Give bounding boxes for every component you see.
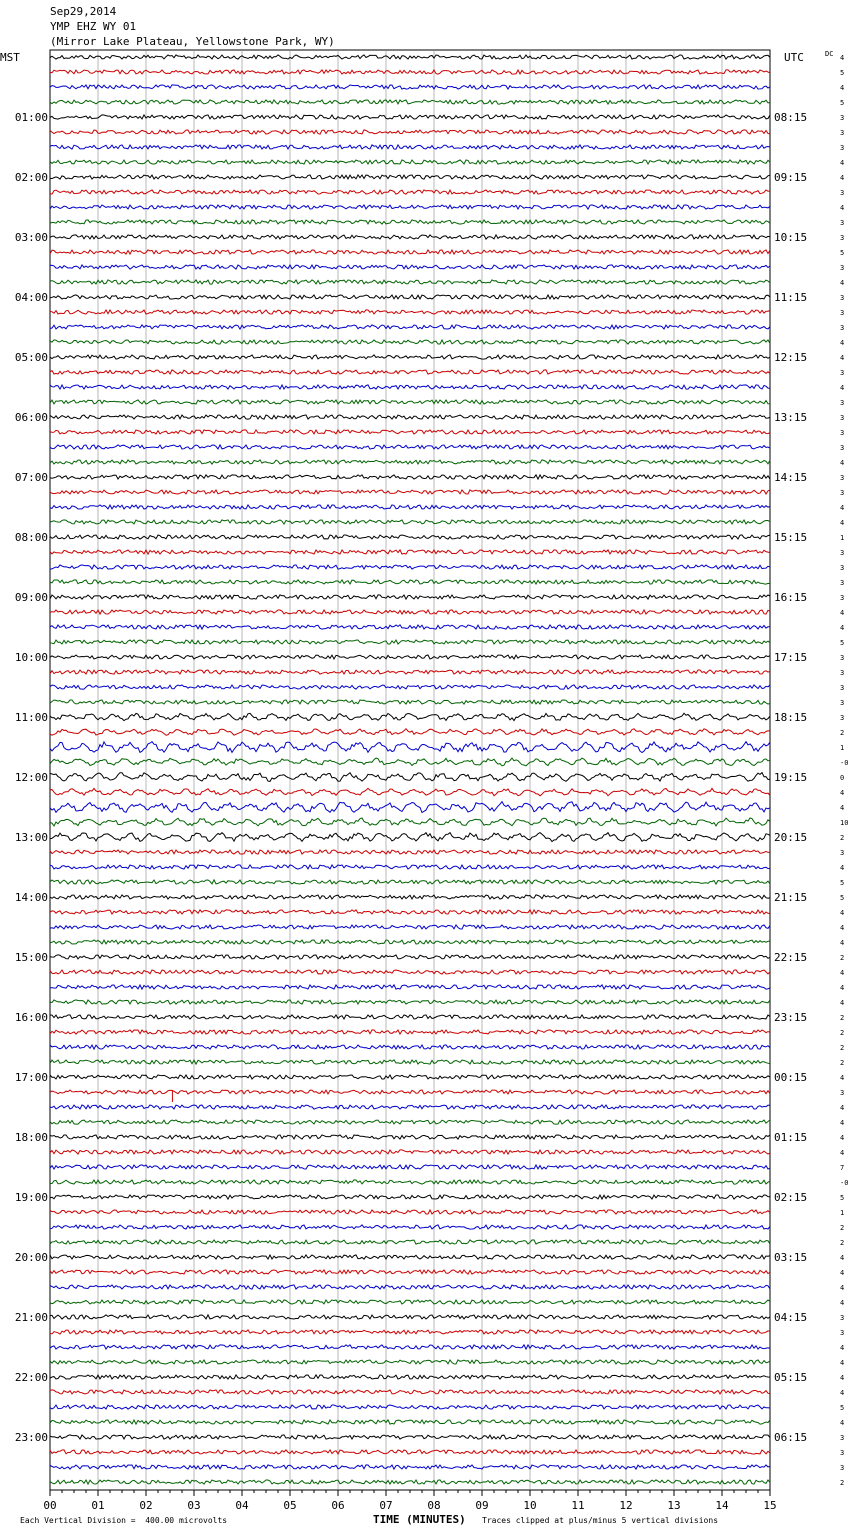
dc-offset-value: 3 <box>840 489 845 497</box>
trace-row <box>50 190 770 194</box>
right-hour-label: 23:15 <box>774 1011 808 1024</box>
dc-offset-value: 4 <box>840 1119 845 1127</box>
dc-offset-value: 4 <box>840 864 845 872</box>
trace-row <box>50 1240 770 1244</box>
trace-row <box>50 520 770 524</box>
dc-offset-value: -0 <box>840 1179 849 1187</box>
dc-offset-value: 3 <box>840 414 845 422</box>
dc-offset-value: 2 <box>840 1059 845 1067</box>
x-tick-label: 04 <box>235 1499 249 1512</box>
dc-offset-value: 4 <box>840 1254 845 1262</box>
trace-row <box>50 1090 770 1094</box>
right-hour-label: 15:15 <box>774 531 808 544</box>
right-hour-label: 11:15 <box>774 291 808 304</box>
trace-row <box>50 1000 770 1004</box>
trace-row <box>50 340 770 344</box>
left-hour-label: 02:00 <box>14 171 48 184</box>
trace-row <box>50 985 770 989</box>
dc-offset-value: 3 <box>840 654 845 662</box>
dc-offset-value: 3 <box>840 144 845 152</box>
right-timezone-label: UTC <box>784 51 804 64</box>
dc-offset-value: 4 <box>840 1269 845 1277</box>
trace-row <box>50 415 770 419</box>
trace-row <box>50 235 770 239</box>
left-hour-label: 15:00 <box>14 951 48 964</box>
left-hour-label: 01:00 <box>14 111 48 124</box>
trace-row <box>50 1420 770 1424</box>
trace-row <box>50 265 770 269</box>
trace-row <box>50 713 770 720</box>
trace-row <box>50 1015 770 1019</box>
dc-offset-value: 4 <box>840 504 845 512</box>
trace-row <box>50 160 770 164</box>
trace-row <box>50 550 770 554</box>
trace-row <box>50 175 770 179</box>
trace-row <box>50 205 770 209</box>
dc-offset-value: 3 <box>840 444 845 452</box>
trace-row <box>50 1075 770 1079</box>
right-hour-label: 03:15 <box>774 1251 808 1264</box>
left-hour-label: 11:00 <box>14 711 48 724</box>
dc-offset-value: 3 <box>840 219 845 227</box>
dc-offset-value: 2 <box>840 1479 845 1487</box>
right-hour-label: 20:15 <box>774 831 808 844</box>
left-hour-label: 23:00 <box>14 1431 48 1444</box>
trace-row <box>50 250 770 254</box>
trace-row <box>50 1270 770 1274</box>
dc-offset-value: 3 <box>840 189 845 197</box>
trace-row <box>50 700 770 704</box>
trace-row <box>50 55 770 59</box>
dc-offset-value: 4 <box>840 939 845 947</box>
dc-offset-value: 4 <box>840 1299 845 1307</box>
dc-offset-value: 4 <box>840 519 845 527</box>
scale-note: Each Vertical Division = 400.00 microvolts <box>20 1516 228 1525</box>
trace-row <box>50 430 770 434</box>
x-tick-label: 02 <box>139 1499 153 1512</box>
x-tick-label: 01 <box>91 1499 105 1512</box>
dc-offset-value: 5 <box>840 1194 845 1202</box>
right-hour-label: 05:15 <box>774 1371 808 1384</box>
trace-row <box>50 400 770 404</box>
left-hour-label: 18:00 <box>14 1131 48 1144</box>
left-hour-label: 09:00 <box>14 591 48 604</box>
trace-row <box>50 865 770 869</box>
left-hour-label: 08:00 <box>14 531 48 544</box>
left-hour-label: 17:00 <box>14 1071 48 1084</box>
trace-row <box>50 1300 770 1304</box>
dc-offset-value: 3 <box>840 129 845 137</box>
right-hour-label: 21:15 <box>774 891 808 904</box>
x-tick-label: 08 <box>427 1499 441 1512</box>
dc-offset-value: 3 <box>840 579 845 587</box>
dc-offset-value: 3 <box>840 564 845 572</box>
dc-offset-value: 4 <box>840 1389 845 1397</box>
trace-row <box>50 610 770 614</box>
left-hour-label: 21:00 <box>14 1311 48 1324</box>
right-hour-label: 16:15 <box>774 591 808 604</box>
dc-offset-value: 2 <box>840 1224 845 1232</box>
trace-row <box>50 220 770 224</box>
dc-offset-value: 2 <box>840 1239 845 1247</box>
dc-offset-value: 4 <box>840 339 845 347</box>
trace-row <box>50 1105 770 1109</box>
dc-offset-value: 4 <box>840 279 845 287</box>
dc-offset-value: 4 <box>840 1344 845 1352</box>
right-hour-label: 10:15 <box>774 231 808 244</box>
trace-row <box>50 565 770 569</box>
x-tick-label: 13 <box>667 1499 681 1512</box>
dc-offset-value: 5 <box>840 894 845 902</box>
trace-row <box>50 115 770 119</box>
dc-offset-value: 2 <box>840 1044 845 1052</box>
dc-offset-value: 3 <box>840 1434 845 1442</box>
dc-offset-value: 2 <box>840 729 845 737</box>
right-hour-label: 00:15 <box>774 1071 808 1084</box>
trace-row <box>50 758 770 766</box>
left-hour-label: 07:00 <box>14 471 48 484</box>
dc-offset-value: 3 <box>840 369 845 377</box>
dc-offset-value: 3 <box>840 1329 845 1337</box>
dc-offset-value: 4 <box>840 174 845 182</box>
dc-offset-value: 1 <box>840 744 845 752</box>
x-axis-title: TIME (MINUTES) <box>373 1513 466 1526</box>
right-hour-label: 12:15 <box>774 351 808 364</box>
right-hour-label: 17:15 <box>774 651 808 664</box>
trace-row <box>50 475 770 479</box>
trace-row <box>50 595 770 599</box>
trace-row <box>50 940 770 944</box>
trace-row <box>50 1405 770 1409</box>
left-hour-label: 22:00 <box>14 1371 48 1384</box>
trace-row <box>50 1180 770 1184</box>
dc-offset-value: 2 <box>840 834 845 842</box>
trace-row <box>50 1450 770 1454</box>
dc-offset-value: 4 <box>840 1419 845 1427</box>
trace-row <box>50 85 770 89</box>
x-tick-label: 15 <box>763 1499 777 1512</box>
dc-offset-value: 4 <box>840 1134 845 1142</box>
dc-offset-value: 3 <box>840 309 845 317</box>
dc-offset-value: 4 <box>840 624 845 632</box>
dc-offset-value: 4 <box>840 1284 845 1292</box>
left-hour-label: 12:00 <box>14 771 48 784</box>
plot-date: Sep29,2014 <box>50 5 117 18</box>
dc-offset-value: 4 <box>840 999 845 1007</box>
trace-row <box>50 130 770 134</box>
x-tick-label: 09 <box>475 1499 489 1512</box>
dc-offset-value: 1 <box>840 1209 845 1217</box>
trace-row <box>50 1135 770 1139</box>
dc-offset-value: 4 <box>840 354 845 362</box>
left-hour-label: 19:00 <box>14 1191 48 1204</box>
trace-row <box>50 535 770 539</box>
trace-row <box>50 295 770 299</box>
trace-row <box>50 580 770 584</box>
trace-row <box>50 310 770 314</box>
dc-offset-value: 4 <box>840 1149 845 1157</box>
trace-row <box>50 460 770 464</box>
dc-offset-value: 4 <box>840 969 845 977</box>
x-tick-label: 07 <box>379 1499 393 1512</box>
dc-offset-value: 5 <box>840 69 845 77</box>
x-tick-label: 12 <box>619 1499 633 1512</box>
dc-offset-value: 2 <box>840 1029 845 1037</box>
left-timezone-label: MST <box>0 51 20 64</box>
dc-offset-value: 5 <box>840 249 845 257</box>
trace-row <box>50 505 770 509</box>
trace-row <box>50 685 770 689</box>
left-hour-label: 05:00 <box>14 351 48 364</box>
right-hour-label: 19:15 <box>774 771 808 784</box>
dc-offset-value: -0 <box>840 759 849 767</box>
trace-row <box>50 655 770 659</box>
dc-offset-value: 3 <box>840 594 845 602</box>
left-hour-label: 16:00 <box>14 1011 48 1024</box>
trace-row <box>50 1060 770 1064</box>
dc-offset-value: 3 <box>840 264 845 272</box>
dc-offset-value: 10 <box>840 819 849 827</box>
dc-offset-value: 3 <box>840 1314 845 1322</box>
dc-offset-value: 4 <box>840 204 845 212</box>
left-hour-label: 14:00 <box>14 891 48 904</box>
right-hour-label: 13:15 <box>774 411 808 424</box>
trace-row <box>50 1360 770 1364</box>
trace-row <box>50 910 770 914</box>
trace-row <box>50 370 770 374</box>
dc-offset-value: 3 <box>840 474 845 482</box>
left-hour-label: 04:00 <box>14 291 48 304</box>
dc-offset-value: 3 <box>840 669 845 677</box>
x-tick-label: 03 <box>187 1499 201 1512</box>
trace-row <box>50 280 770 284</box>
trace-row <box>50 1465 770 1469</box>
trace-row <box>50 1045 770 1049</box>
dc-offset-value: 2 <box>840 954 845 962</box>
dc-offset-value: 4 <box>840 984 845 992</box>
x-tick-label: 06 <box>331 1499 345 1512</box>
trace-row <box>50 850 770 854</box>
dc-offset-value: 4 <box>840 459 845 467</box>
seismic-traces <box>50 55 770 1484</box>
left-hour-label: 10:00 <box>14 651 48 664</box>
trace-row <box>50 1435 770 1439</box>
clip-note: Traces clipped at plus/minus 5 vertical divisions <box>482 1516 719 1525</box>
dc-offset-value: 4 <box>840 1359 845 1367</box>
dc-offset-value: 5 <box>840 1404 845 1412</box>
dc-offset-value: 1 <box>840 534 845 542</box>
right-hour-label: 18:15 <box>774 711 808 724</box>
dc-offset-value: 4 <box>840 1374 845 1382</box>
trace-row <box>50 1480 770 1484</box>
trace-row <box>50 640 770 644</box>
x-tick-label: 10 <box>523 1499 537 1512</box>
right-hour-label: 14:15 <box>774 471 808 484</box>
dc-offset-value: 7 <box>840 1164 845 1172</box>
dc-offset-value: 4 <box>840 1104 845 1112</box>
trace-row <box>50 925 770 929</box>
trace-row <box>50 802 770 813</box>
right-hour-label: 06:15 <box>774 1431 808 1444</box>
left-hour-label: 03:00 <box>14 231 48 244</box>
right-hour-label: 08:15 <box>774 111 808 124</box>
right-hour-label: 22:15 <box>774 951 808 964</box>
trace-row <box>50 100 770 104</box>
trace-row <box>50 1150 770 1154</box>
dc-offset-value: 3 <box>840 1089 845 1097</box>
trace-row <box>50 970 770 974</box>
right-hour-label: 09:15 <box>774 171 808 184</box>
x-tick-label: 00 <box>43 1499 57 1512</box>
dc-offset-value: 3 <box>840 714 845 722</box>
trace-row <box>50 880 770 884</box>
x-tick-label: 05 <box>283 1499 297 1512</box>
dc-offset-value: 4 <box>840 924 845 932</box>
station-code: YMP EHZ WY 01 <box>50 20 137 33</box>
dc-offset-value: 4 <box>840 84 845 92</box>
dc-offset-value: 4 <box>840 384 845 392</box>
trace-row <box>50 1315 770 1319</box>
trace-row <box>50 1375 770 1379</box>
trace-row <box>50 833 770 842</box>
trace-row <box>50 729 770 736</box>
dc-offset-value: 3 <box>840 849 845 857</box>
right-hour-label: 04:15 <box>774 1311 808 1324</box>
trace-row <box>50 70 770 74</box>
trace-row <box>50 490 770 494</box>
axis-labels <box>15 54 849 1512</box>
dc-offset-value: 3 <box>840 684 845 692</box>
dc-offset-value: 3 <box>840 294 845 302</box>
dc-offset-value: 3 <box>840 114 845 122</box>
dc-offset-value: 4 <box>840 789 845 797</box>
dc-offset-header: DC <box>825 50 834 58</box>
left-hour-label: 06:00 <box>14 411 48 424</box>
trace-row <box>50 1225 770 1229</box>
dc-offset-value: 3 <box>840 234 845 242</box>
trace-row <box>50 773 770 782</box>
dc-offset-value: 4 <box>840 159 845 167</box>
left-hour-label: 20:00 <box>14 1251 48 1264</box>
trace-row <box>50 445 770 449</box>
trace-row <box>50 1210 770 1214</box>
trace-row <box>50 670 770 674</box>
trace-row <box>50 955 770 959</box>
dc-offset-value: 0 <box>840 774 845 782</box>
trace-row <box>50 385 770 389</box>
right-hour-label: 02:15 <box>774 1191 808 1204</box>
trace-row <box>50 355 770 359</box>
dc-offset-value: 5 <box>840 99 845 107</box>
right-hour-label: 01:15 <box>774 1131 808 1144</box>
trace-row <box>50 1120 770 1124</box>
trace-row <box>50 1255 770 1259</box>
trace-row <box>50 1195 770 1199</box>
dc-offset-value: 3 <box>840 699 845 707</box>
dc-offset-value: 4 <box>840 804 845 812</box>
dc-offset-value: 5 <box>840 879 845 887</box>
dc-offset-value: 2 <box>840 1014 845 1022</box>
trace-row <box>50 1390 770 1394</box>
dc-offset-value: 3 <box>840 1464 845 1472</box>
dc-offset-value: 3 <box>840 324 845 332</box>
dc-offset-value: 5 <box>840 639 845 647</box>
dc-offset-value: 4 <box>840 1074 845 1082</box>
trace-row <box>50 325 770 329</box>
trace-row <box>50 895 770 899</box>
x-tick-label: 14 <box>715 1499 729 1512</box>
trace-row <box>50 818 770 826</box>
station-location: (Mirror Lake Plateau, Yellowstone Park, WY) <box>50 35 335 48</box>
plot-footer <box>0 1513 850 1533</box>
trace-row <box>50 625 770 629</box>
trace-row <box>50 1030 770 1034</box>
trace-row <box>50 742 770 753</box>
trace-row <box>50 1285 770 1289</box>
dc-offset-value: 3 <box>840 549 845 557</box>
left-hour-label: 13:00 <box>14 831 48 844</box>
x-tick-label: 11 <box>571 1499 585 1512</box>
dc-offset-value: 3 <box>840 429 845 437</box>
dc-offset-value: 3 <box>840 399 845 407</box>
trace-row <box>50 788 770 796</box>
trace-row <box>50 1165 770 1169</box>
trace-row <box>50 145 770 149</box>
dc-offset-value: 4 <box>840 54 845 62</box>
dc-offset-value: 3 <box>840 1449 845 1457</box>
dc-offset-value: 4 <box>840 909 845 917</box>
dc-offset-value: 4 <box>840 609 845 617</box>
trace-row <box>50 1330 770 1334</box>
trace-row <box>50 1345 770 1349</box>
